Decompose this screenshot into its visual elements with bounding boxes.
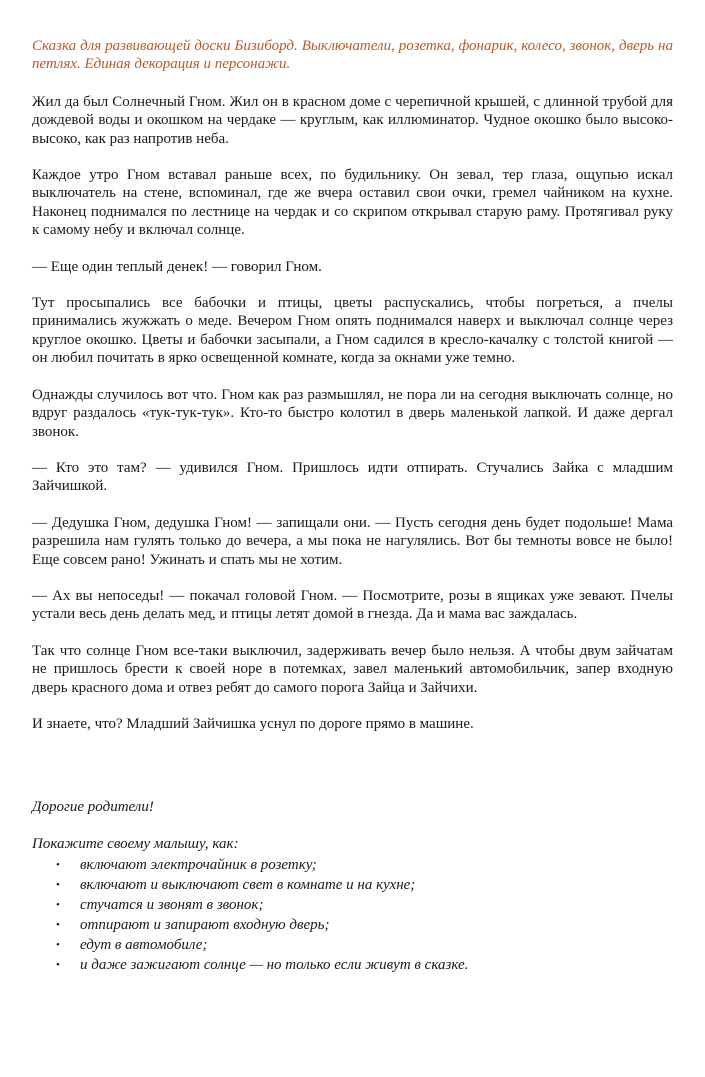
list-item bbox=[32, 935, 673, 955]
document-page bbox=[32, 37, 673, 975]
bullet-icon: • bbox=[56, 959, 60, 972]
story-paragraph-6: — Кто это там? — удивился Гном. Пришлось идти отпирать. Стучались Зайка с младшим Зайчишкой. bbox=[32, 459, 673, 495]
list-item bbox=[32, 895, 673, 915]
story-paragraph-9: Так что солнце Гном все-таки выключил, задерживать вечер было нельзя. А чтобы двум зайчатам не пришлось брести к своей норе в потемках, завел маленький автомобильчик, запер входную дверь красного дома и отвез ребят до самого порога Зайца и Зайчихи. bbox=[32, 642, 673, 696]
list-item bbox=[32, 915, 673, 935]
intro-paragraph: Сказка для развивающей доски Бизиборд. Выключатели, розетка, фонарик, колесо, звонок, дверь на петлях. Единая декорация и персонажи. bbox=[32, 38, 673, 73]
tips-heading: Покажите своему малышу, как: bbox=[32, 835, 239, 852]
list-item bbox=[32, 875, 673, 895]
bullet-icon: • bbox=[56, 919, 60, 932]
story-paragraph-7: — Дедушка Гном, дедушка Гном! — запищали они. — Пусть сегодня день будет подольше! Мама разрешила нам гулять только до вечера, а мы пока не нагулялись. Вот бы темноты вовсе не было! Еще совсем рано! Ужинать и спать мы не хотим. bbox=[32, 514, 673, 568]
list-item bbox=[32, 955, 673, 975]
bullet-icon: • bbox=[56, 879, 60, 892]
bullet-icon: • bbox=[56, 859, 60, 872]
story bbox=[32, 93, 673, 734]
tip-text: включают электрочайник в розетку; bbox=[80, 857, 317, 874]
bullet-icon: • bbox=[56, 899, 60, 912]
tips-list bbox=[32, 855, 673, 975]
story-paragraph-3: — Еще один теплый денек! — говорил Гном. bbox=[32, 258, 322, 275]
tip-text: и даже зажигают солнце — но только если живут в сказке. bbox=[80, 957, 469, 974]
story-paragraph-2: Каждое утро Гном вставал раньше всех, по будильнику. Он зевал, тер глаза, ощупью искал выключатель на стене, вспоминал, где же вчера оставил свои очки, гремел чайником на кухне. Наконец поднимался по лестнице на чердак и со скрипом открывал старую раму. Протягивал руку к самому небу и включал солнце. bbox=[32, 167, 673, 239]
parents-heading: Дорогие родители! bbox=[32, 799, 154, 816]
story-paragraph-10: И знаете, что? Младший Зайчишка уснул по дороге прямо в машине. bbox=[32, 715, 474, 732]
story-paragraph-4: Тут просыпались все бабочки и птицы, цветы распускались, чтобы погреться, а пчелы принимались жужжать о меде. Вечером Гном опять поднимался наверх и выключал солнце через круглое окошко. Цветы и бабочки засыпали, а Гном садился в кресло-качалку с толстой книгой — он любил почитать в ярко освещенной комнате, когда за окнами уже темно. bbox=[32, 295, 673, 367]
story-paragraph-8: — Ах вы непоседы! — покачал головой Гном. — Посмотрите, розы в ящиках уже зевают. Пчелы устали весь день делать мед, и птицы летят домой в гнезда. Да и мама вас заждалась. bbox=[32, 587, 673, 623]
story-paragraph-1: Жил да был Солнечный Гном. Жил он в красном доме с черепичной крышей, с длинной трубой для дождевой воды и окошком на чердаке — круглым, как иллюминатор. Чудное окошко было высоко-высоко, как раз напротив неба. bbox=[32, 93, 673, 147]
story-paragraph-5: Однажды случилось вот что. Гном как раз размышлял, не пора ли на сегодня выключать солнце, но вдруг раздалось «тук-тук-тук». Кто-то быстро колотил в дверь маленькой лапкой. И даже дергал звонок. bbox=[32, 386, 673, 440]
tip-text: стучатся и звонят в звонок; bbox=[80, 897, 264, 914]
bullet-icon: • bbox=[56, 939, 60, 952]
tip-text: отпирают и запирают входную дверь; bbox=[80, 917, 330, 934]
tip-text: едут в автомобиле; bbox=[80, 937, 208, 954]
list-item bbox=[32, 855, 673, 875]
tip-text: включают и выключают свет в комнате и на кухне; bbox=[80, 877, 416, 894]
